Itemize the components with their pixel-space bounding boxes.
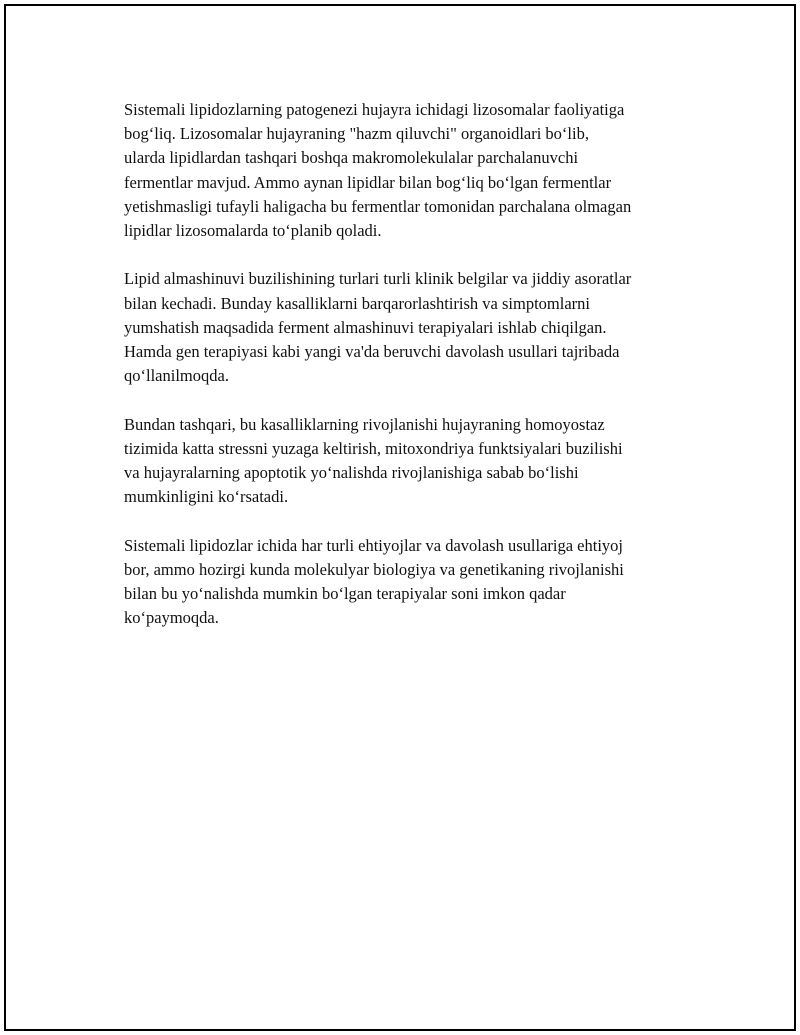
paragraph-3: Bundan tashqari, bu kasalliklarning rivojlanishi hujayraning homoyostaz tizimida katta stressni yuzaga keltirish, mitoxondriya funktsiyalari buzilishi va hujayralarning apoptotik yo‘nalishda rivojlanishiga sabab bo‘lishi mumkinligini ko‘rsatadi. xyxy=(124,414,623,507)
page-frame xyxy=(4,4,796,1031)
document-body xyxy=(124,98,694,655)
paragraph-1: Sistemali lipidozlarning patogenezi hujayra ichidagi lizosomalar faoliyatiga bog‘liq. Lizosomalar hujayraning "hazm qiluvchi" organoidlari bo‘lib, ularda lipidlardan tashqari boshqa makromolekulalar parchalanuvchi fermentlar mavjud. Ammo aynan lipidlar bilan bog‘liq bo‘lgan fermentlar yetishmasligi tufayli haligacha bu fermentlar tomonidan parchalana olmagan lipidlar lizosomalarda to‘planib qoladi. xyxy=(124,100,632,241)
paragraph-4: Sistemali lipidozlar ichida har turli ehtiyojlar va davolash usullariga ehtiyoj bor, ammo hozirgi kunda molekulyar biologiya va genetikaning rivojlanishi bilan bu yo‘nalishda mumkin bo‘lgan terapiyalar soni imkon qadar ko‘paymoqda. xyxy=(124,535,624,628)
paragraph-2: Lipid almashinuvi buzilishining turlari turli klinik belgilar va jiddiy asoratlar bilan kechadi. Bunday kasalliklarni barqarorlashtirish va simptomlarni yumshatish maqsadida ferment almashinuvi terapiyalari ishlab chiqilgan. Hamda gen terapiyasi kabi yangi va'da beruvchi davolash usullari tajribada qo‘llanilmoqda. xyxy=(124,269,632,386)
